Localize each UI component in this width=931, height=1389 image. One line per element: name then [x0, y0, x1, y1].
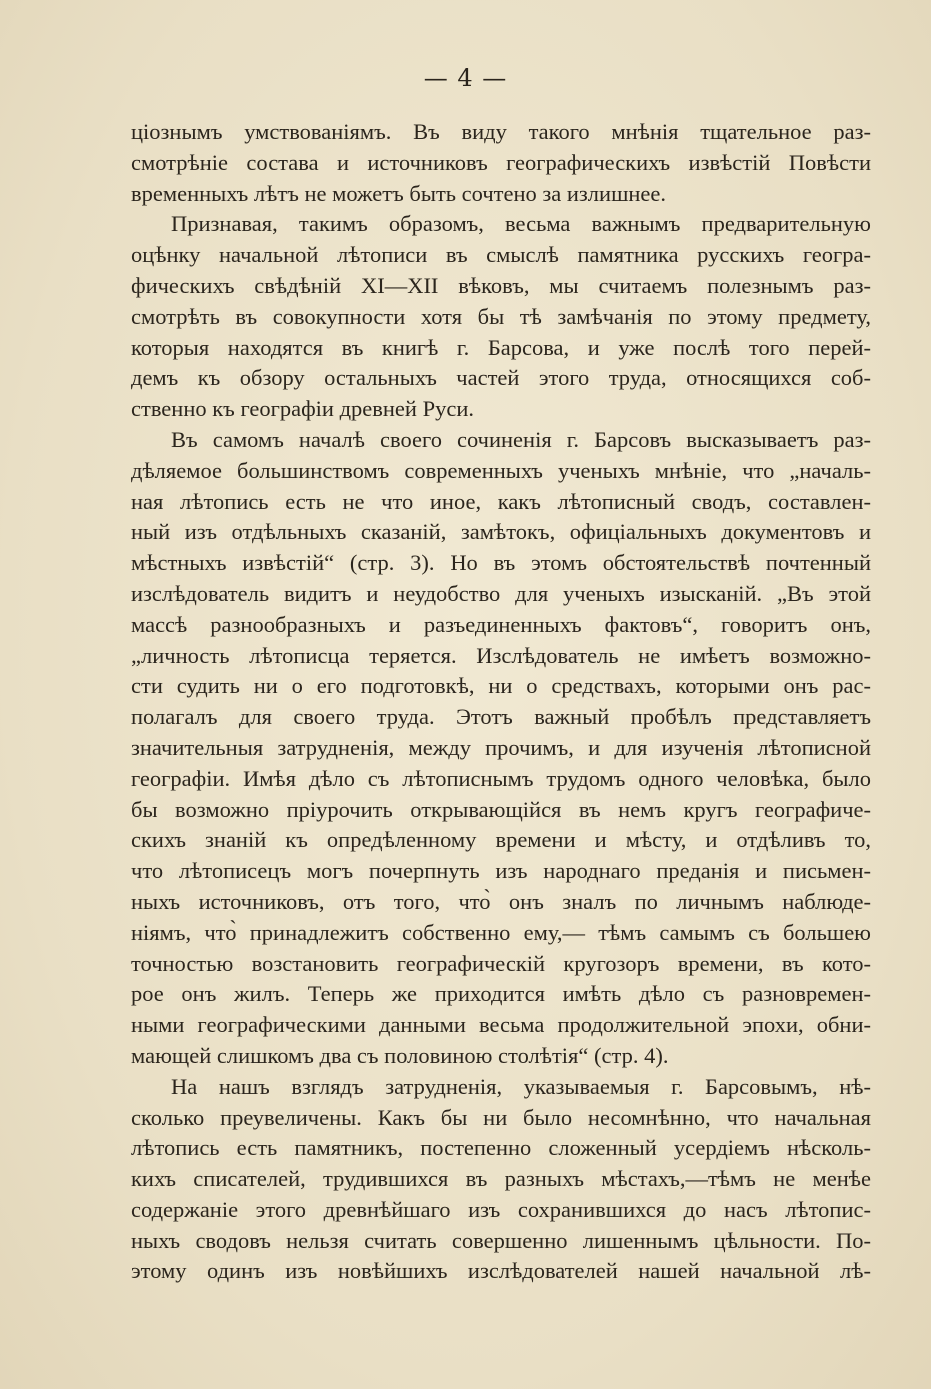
paragraph-4 [131, 1072, 871, 1288]
text-line: демъ къ обзору остальныхъ частей этого труда, относящихся соб- [131, 365, 871, 391]
text-line: фическихъ свѣдѣній XI—XII вѣковъ, мы считаемъ полезнымъ раз- [131, 272, 871, 298]
text-line: мающей слишкомъ два съ половиною столѣтія“ (стр. 4). [131, 1042, 669, 1068]
text-line: смотрѣніе состава и источниковъ географическихъ извѣстій Повѣсти [131, 149, 871, 175]
paragraph-2 [131, 209, 871, 425]
text-line: „личность лѣтописца теряется. Изслѣдователь не имѣетъ возможно- [131, 642, 871, 668]
text-line: географіи. Имѣя дѣло съ лѣтописнымъ трудомъ одного человѣка, было [131, 765, 871, 791]
text-line: ціознымъ умствованіямъ. Въ виду такого мнѣнія тщательное раз- [131, 119, 871, 144]
text-line: сколько преувеличены. Какъ бы ни было несомнѣнно, что начальная [131, 1104, 871, 1130]
text-line: этому одинъ изъ новѣйшихъ изслѣдователей нашей начальной лѣ- [131, 1258, 871, 1284]
text-line: дѣляемое большинствомъ современныхъ ученыхъ мнѣніе, что „началь- [131, 457, 871, 483]
text-line: временныхъ лѣтъ не можетъ быть сочтено за излишнее. [131, 180, 667, 206]
text-line: ныхъ сводовъ нельзя считать совершенно лишеннымъ цѣльности. По- [131, 1227, 871, 1253]
text-line: точностью возстановить географическій кругозоръ времени, въ кото- [131, 950, 871, 976]
text-line: скихъ знаній къ опредѣленному времени и мѣсту, и отдѣливъ то, [131, 827, 871, 853]
paragraph-3 [131, 425, 871, 1072]
paragraph-1 [131, 117, 871, 209]
text-line: изслѣдователь видитъ и неудобство для ученыхъ изысканій. „Въ этой [131, 580, 871, 606]
text-line: На нашъ взглядъ затрудненія, указываемыя г. Барсовымъ, нѣ- [171, 1073, 871, 1099]
text-line: оцѣнку начальной лѣтописи въ смыслѣ памятника русскихъ геогра- [131, 242, 871, 268]
text-line: ніямъ, что̀ принадлежитъ собственно ему,— тѣмъ самымъ съ большею [131, 919, 871, 945]
text-line: сти судить ни о его подготовкѣ, ни о средствахъ, которыми онъ рас- [131, 673, 871, 699]
text-line: ственно къ географіи древней Руси. [131, 396, 474, 422]
text-line: значительныя затрудненія, между прочимъ, и для изученія лѣтописной [131, 734, 871, 760]
text-line: которыя находятся въ книгѣ г. Барсова, и уже послѣ того перей- [131, 334, 871, 360]
text-line: Признавая, такимъ образомъ, весьма важнымъ предварительную [171, 211, 871, 237]
text-line: лѣтопись есть памятникъ, постепенно сложенный усердіемъ нѣсколь- [131, 1135, 871, 1161]
text-line: смотрѣть въ совокупности хотя бы тѣ замѣчанія по этому предмету, [131, 303, 871, 329]
text-line: что лѣтописецъ могъ почерпнуть изъ народнаго преданія и письмен- [131, 858, 871, 884]
page-number: — 4 — [423, 64, 508, 92]
text-line: кихъ списателей, трудившихся въ разныхъ мѣстахъ,—тѣмъ не менѣе [131, 1166, 871, 1192]
text-line: рое онъ жилъ. Теперь же приходится имѣть дѣло съ разновремен- [131, 981, 871, 1007]
text-line: мѣстныхъ извѣстій“ (стр. 3). Но въ этомъ обстоятельствѣ почтенный [131, 550, 871, 576]
text-line: ныхъ источниковъ, отъ того, что̀ онъ зналъ по личнымъ наблюде- [131, 888, 871, 914]
text-line: массѣ разнообразныхъ и разъединенныхъ фактовъ“, говоритъ онъ, [131, 611, 871, 637]
text-line: ный изъ отдѣльныхъ сказаній, замѣтокъ, офиціальныхъ документовъ и [131, 519, 871, 545]
text-line: бы возможно пріурочить открывающійся въ немъ кругъ географиче- [131, 796, 871, 822]
text-line: ными географическими данными весьма продолжительной эпохи, обни- [131, 1012, 871, 1038]
body-text [131, 117, 871, 1287]
text-line: полагалъ для своего труда. Этотъ важный пробѣлъ представляетъ [131, 704, 871, 730]
text-line: Въ самомъ началѣ своего сочиненія г. Барсовъ высказываетъ раз- [171, 426, 871, 452]
text-line: содержаніе этого древнѣйшаго изъ сохранившихся до насъ лѣтопис- [131, 1196, 871, 1222]
text-line: ная лѣтопись есть не что иное, какъ лѣтописный сводъ, составлен- [131, 488, 871, 514]
